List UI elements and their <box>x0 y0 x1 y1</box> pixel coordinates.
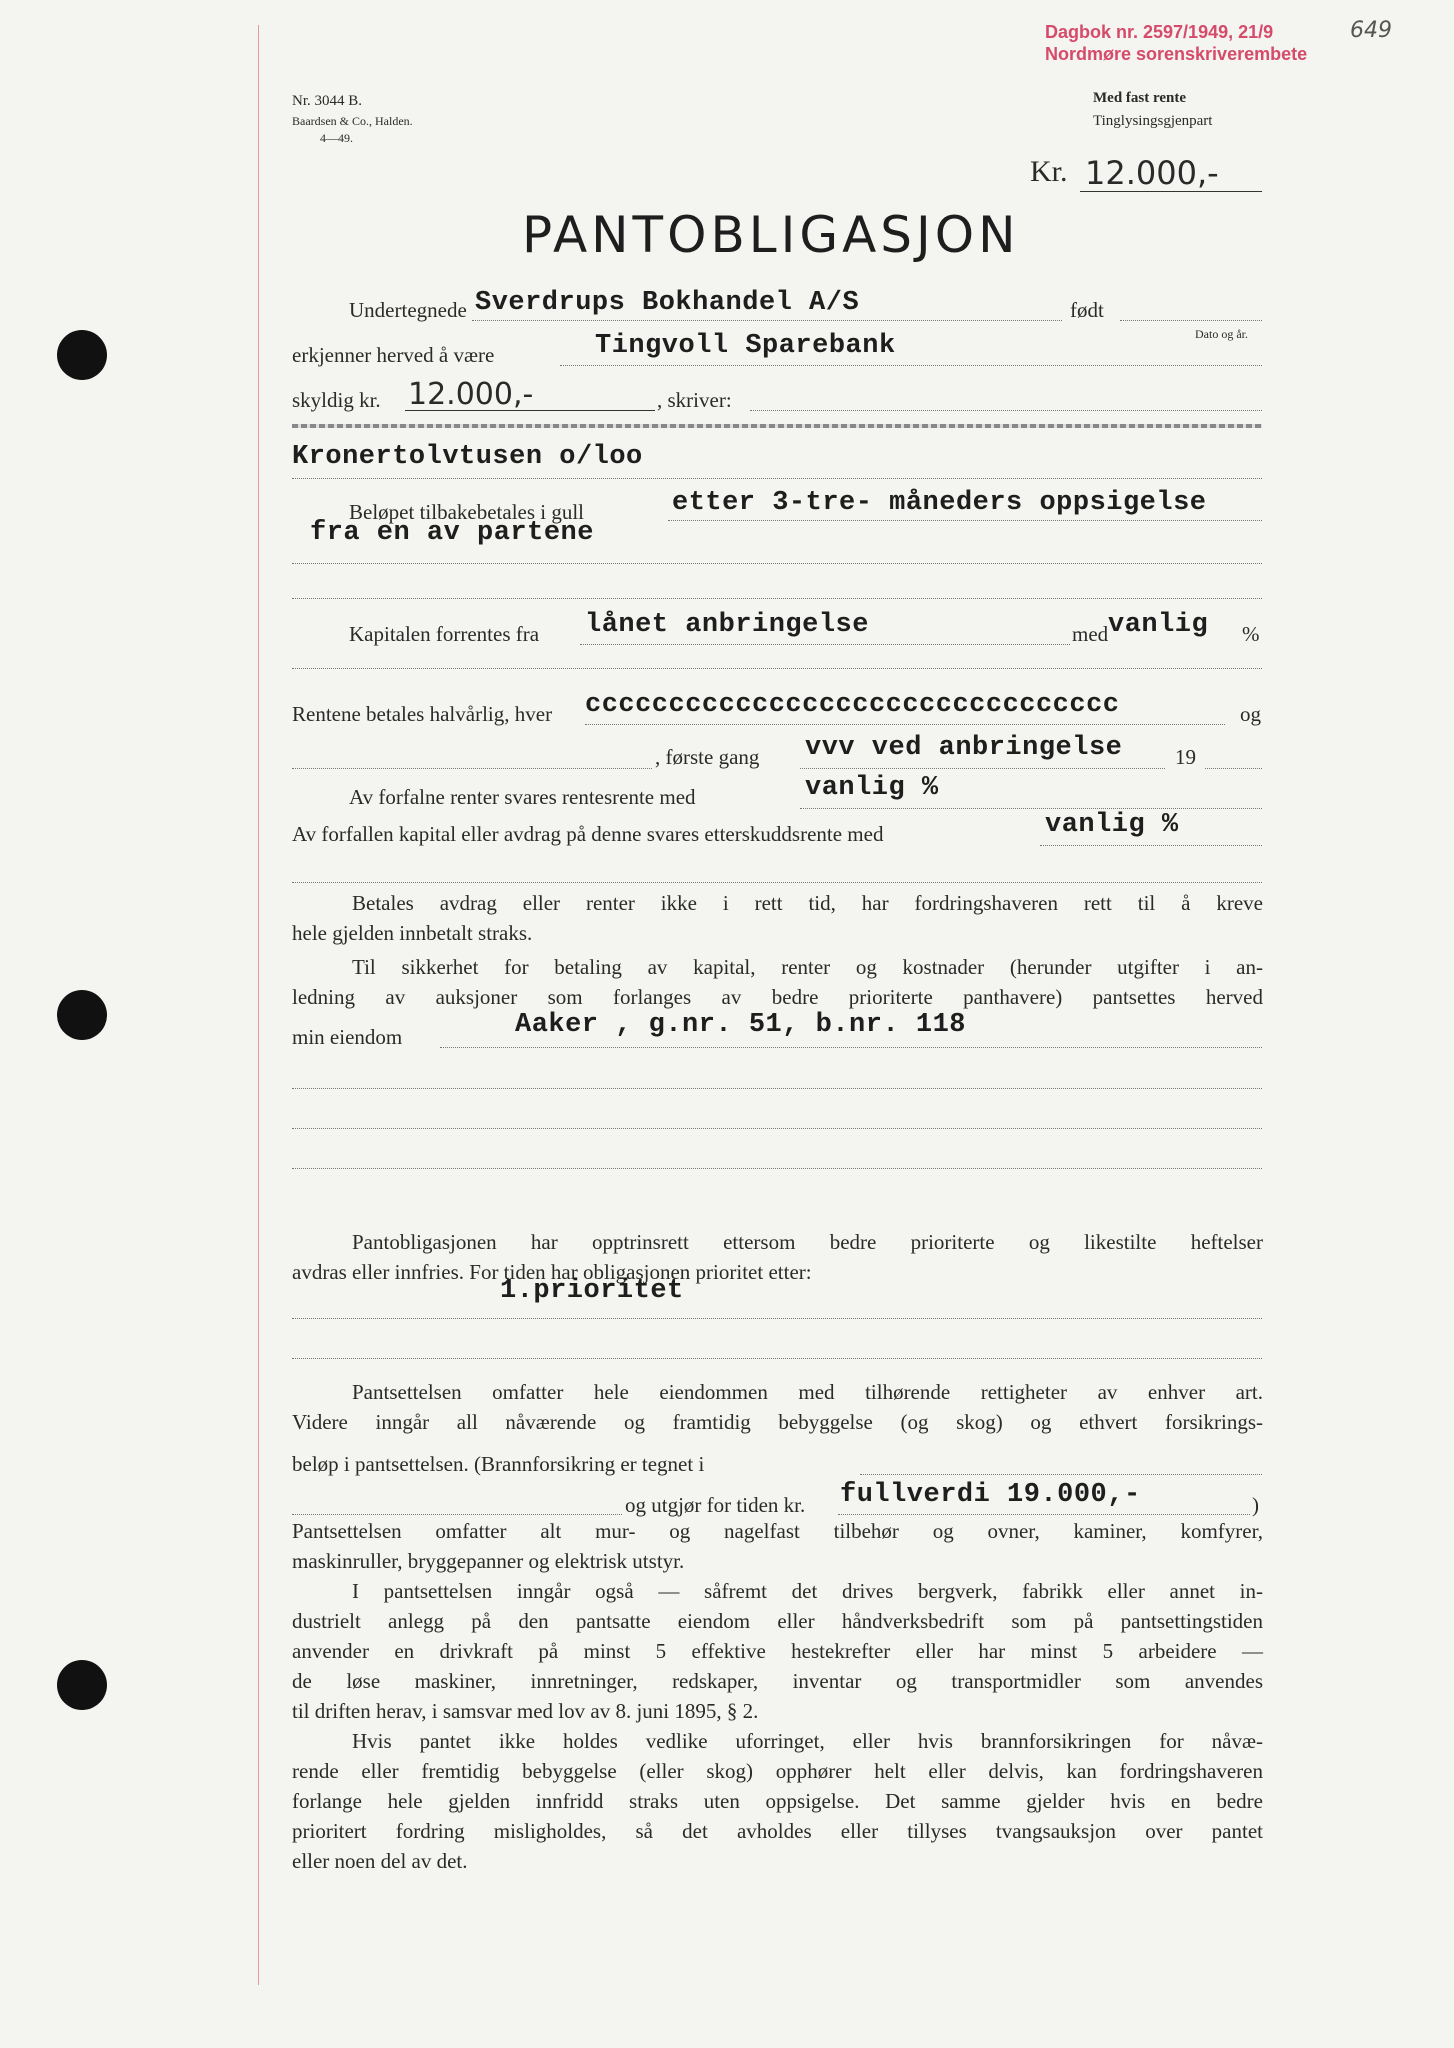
field-line <box>1120 320 1262 321</box>
field-line <box>292 563 1262 564</box>
skyldig-amount: 12.000,- <box>408 377 534 412</box>
field-line <box>292 1128 1262 1129</box>
field-line <box>1205 768 1262 769</box>
paragraph-line: I pantsettelsen inngår også — såfremt det drives bergverk, fabrikk eller annet in- <box>352 1579 1263 1603</box>
punch-hole <box>57 990 107 1040</box>
paragraph-line: de løse maskiner, innretninger, redskaper, inventar og transportmidler som anvendes <box>292 1669 1263 1693</box>
paragraph-security-cont <box>292 982 1263 1012</box>
interest-dates-value: cccccccccccccccccccccccccccccccc <box>585 690 1120 720</box>
debtor-name: Sverdrups Bokhandel A/S <box>475 288 860 318</box>
brann-label: beløp i pantsettelsen. (Brannforsikring er tegnet i <box>292 1452 705 1476</box>
paragraph-fixtures <box>292 1516 1263 1576</box>
etterskudd-value: vanlig % <box>1045 810 1179 840</box>
tilbake-label: Beløpet tilbakebetales i gull <box>349 500 585 524</box>
paragraph-priority <box>292 1227 1263 1257</box>
etterskudd-label: Av forfallen kapital eller avdrag på denne svares etterskuddsrente med <box>292 822 884 846</box>
paragraph-line: Hvis pantet ikke holdes vedlike uforringet, eller hvis brannforsikringen for nåvæ- <box>352 1729 1263 1753</box>
form-type-label: Med fast rente <box>1093 90 1187 106</box>
copy-type-label: Tinglysingsgjenpart <box>1093 113 1213 129</box>
paragraph-line: Betales avdrag eller renter ikke i rett tid, har fordringshaveren rett til å kreve <box>352 891 1263 915</box>
paragraph-line: eller noen del av det. <box>292 1849 468 1873</box>
page-number-handwritten: 649 <box>1350 18 1392 43</box>
paragraph-line: rende eller fremtidig bebyggelse (eller skog) opphører helt eller delvis, kan fordringshaveren <box>292 1759 1263 1783</box>
field-line <box>860 1474 1262 1475</box>
paragraph-line: ledning av auksjoner som forlanges av bedre prioriterte panthavere) pantsettes herved <box>292 985 1263 1009</box>
print-date: 4—49. <box>320 131 353 145</box>
field-line <box>292 598 1262 599</box>
repayment-terms-1: etter 3-tre- måneders oppsigelse <box>672 488 1207 518</box>
punch-hole <box>57 1660 107 1710</box>
field-line <box>668 520 1262 521</box>
rentene-label: Rentene betales halvårlig, hver <box>292 702 553 726</box>
skriver-label: , skriver: <box>657 388 732 412</box>
paragraph-line: avdras eller innfries. For tiden har obligasjonen prioritet etter: <box>292 1260 812 1284</box>
field-line <box>800 808 1262 809</box>
rentesrente-value: vanlig % <box>805 773 939 803</box>
close-paren: ) <box>1252 1493 1259 1517</box>
paragraph-line: Pantsettelsen omfatter alt mur- og nagelfast tilbehør og ovner, kaminer, komfyrer, <box>292 1519 1263 1543</box>
dato-label: Dato og år. <box>1195 327 1248 341</box>
priority-value: 1.prioritet <box>500 1276 684 1306</box>
insurance-value: fullverdi 19.000,- <box>840 1480 1141 1510</box>
undertegnede-label: Undertegnede <box>349 298 467 322</box>
amount-in-words: Kronertolvtusen o/loo <box>292 442 643 472</box>
paragraph-industry <box>292 1576 1263 1726</box>
paragraph-default <box>292 888 1263 918</box>
field-line <box>580 644 1070 645</box>
year-prefix: 19 <box>1175 745 1196 769</box>
med-label: med <box>1072 622 1109 646</box>
percent-sign: % <box>1242 622 1260 646</box>
field-line <box>292 882 1262 883</box>
amount-underline <box>1080 191 1262 192</box>
forste-gang-label: , første gang <box>655 745 760 769</box>
field-line <box>292 1318 1262 1319</box>
field-line <box>800 768 1165 769</box>
first-payment-value: vvv ved anbringelse <box>805 733 1123 763</box>
paragraph-line: forlange hele gjelden innfridd straks uten oppsigelse. Det samme gjelder hvis en bedre <box>292 1789 1263 1813</box>
interest-from-value: lånet anbringelse <box>585 610 869 640</box>
paragraph-line: maskinruller, bryggepanner og elektrisk utstyr. <box>292 1549 685 1573</box>
interest-rate-value: vanlig <box>1108 610 1209 640</box>
paragraph-line: anvender en drivkraft på minst 5 effektive hestekrefter eller har minst 5 arbeidere — <box>292 1639 1263 1663</box>
rentesrente-label: Av forfalne renter svares rentesrente med <box>349 785 696 809</box>
field-line <box>292 1088 1262 1089</box>
paragraph-line: hele gjelden innbetalt straks. <box>292 921 533 945</box>
registry-stamp-line1: Dagbok nr. 2597/1949, 21/9 <box>1045 22 1274 42</box>
field-line <box>838 1514 1250 1515</box>
field-line <box>292 478 1262 479</box>
utgjor-label: og utgjør for tiden kr. <box>625 1493 806 1517</box>
paragraph-line: til driften herav, i samsvar med lov av 8. juni 1895, § 2. <box>292 1699 759 1723</box>
paragraph-scope-cont <box>292 1407 1263 1437</box>
paragraph-line: Videre inngår all nåværende og framtidig bebyggelse (og skog) og ethvert forsikrings- <box>292 1410 1263 1434</box>
paragraph-line: Pantobligasjonen har opptrinsrett ettersom bedre prioriterte og likestilte heftelser <box>352 1230 1263 1254</box>
forrentes-label: Kapitalen forrentes fra <box>349 622 540 646</box>
registry-stamp-line2: Nordmøre sorenskriverembete <box>1045 44 1308 64</box>
margin-line <box>258 25 259 1985</box>
field-line <box>292 1168 1262 1169</box>
field-line <box>440 1047 1262 1048</box>
amount-value: 12.000,- <box>1085 154 1219 192</box>
repayment-terms-2: fra en av partene <box>310 518 594 548</box>
paragraph-maintenance <box>292 1726 1263 1876</box>
field-line <box>292 1514 622 1515</box>
field-line <box>560 365 1262 366</box>
paragraph-line: Pantsettelsen omfatter hele eiendommen med tilhørende rettigheter av enhver art. <box>352 1380 1263 1404</box>
document-title: PANTOBLIGASJON <box>522 206 1020 264</box>
separator-band <box>292 424 1262 428</box>
skyldig-label: skyldig kr. <box>292 388 381 412</box>
field-line <box>585 724 1225 725</box>
form-number: Nr. 3044 B. <box>292 93 363 109</box>
paragraph-line: dustrielt anlegg på den pantsatte eiendom eller håndverksbedrift som på pantsettingstiden <box>292 1609 1263 1633</box>
field-line <box>292 1358 1262 1359</box>
og-label: og <box>1240 702 1261 726</box>
eiendom-label: min eiendom <box>292 1025 403 1049</box>
erkjenner-label: erkjenner herved å være <box>292 343 495 367</box>
creditor-name: Tingvoll Sparebank <box>595 331 896 361</box>
field-line <box>472 320 1062 321</box>
field-line <box>292 768 652 769</box>
punch-hole <box>57 330 107 380</box>
property-value: Aaker , g.nr. 51, b.nr. 118 <box>515 1010 966 1040</box>
paragraph-security <box>292 952 1263 982</box>
field-line <box>292 668 1262 669</box>
field-line <box>750 410 1262 411</box>
paragraph-scope <box>292 1377 1263 1407</box>
field-line <box>405 410 655 411</box>
field-line <box>1040 845 1262 846</box>
paragraph-line: Til sikkerhet for betaling av kapital, renter og kostnader (herunder utgifter i an- <box>352 955 1263 979</box>
paragraph-default-cont <box>292 918 1263 948</box>
paragraph-priority-cont <box>292 1257 1263 1287</box>
fodt-label: født <box>1070 298 1104 322</box>
printer-name: Baardsen & Co., Halden. <box>292 114 413 128</box>
amount-prefix: Kr. <box>1030 155 1068 188</box>
paragraph-line: prioritert fordring misligholdes, så det avholdes eller tillyses tvangsauksjon over pantet <box>292 1819 1263 1843</box>
